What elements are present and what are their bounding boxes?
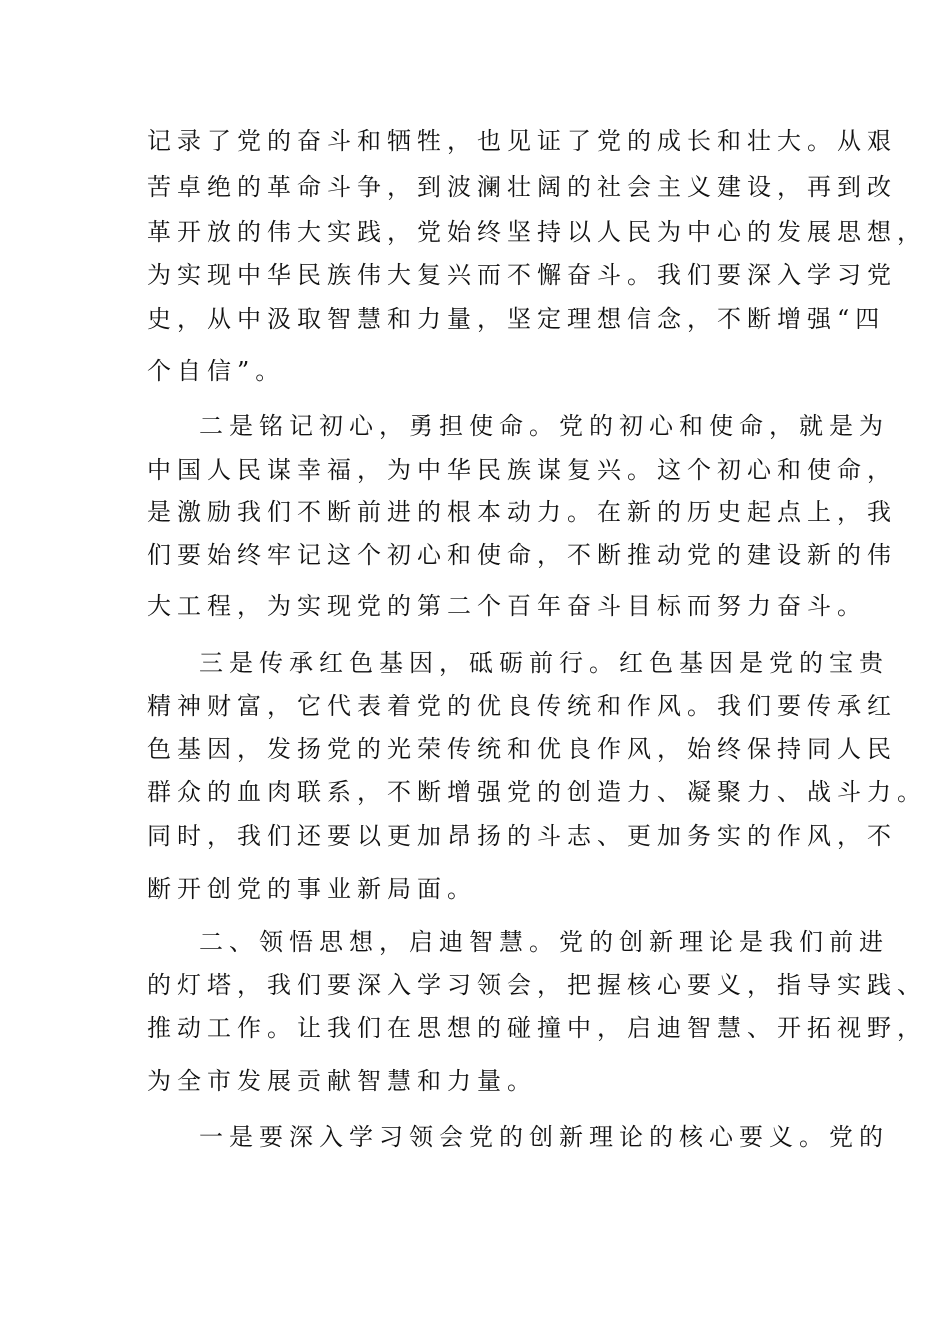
text-line: 记录了党的奋斗和牺牲，也见证了党的成长和壮大。从艰	[147, 127, 897, 155]
text-line: 色基因，发扬党的光荣传统和优良作风，始终保持同人民	[147, 735, 897, 763]
text-line: 个自信”。	[147, 357, 286, 385]
text-line: 大工程，为实现党的第二个百年奋斗目标而努力奋斗。	[147, 592, 867, 620]
text-line: 为实现中华民族伟大复兴而不懈奋斗。我们要深入学习党	[147, 261, 897, 289]
paragraph-start-line: 三是传承红色基因，砥砺前行。红色基因是党的宝贵	[199, 649, 889, 677]
text-line: 是激励我们不断前进的根本动力。在新的历史起点上，我	[147, 498, 897, 526]
text-line: 们要始终牢记这个初心和使命，不断推动党的建设新的伟	[147, 541, 897, 569]
text-line: 中国人民谋幸福，为中华民族谋复兴。这个初心和使命，	[147, 456, 897, 484]
paragraph-start-line: 二是铭记初心，勇担使命。党的初心和使命，就是为	[199, 412, 889, 440]
text-line: 推动工作。让我们在思想的碰撞中，启迪智慧、开拓视野，	[147, 1014, 927, 1042]
text-line: 革开放的伟大实践，党始终坚持以人民为中心的发展思想，	[147, 218, 927, 246]
text-line: 群众的血肉联系，不断增强党的创造力、凝聚力、战斗力。	[147, 778, 927, 806]
text-line: 苦卓绝的革命斗争，到波澜壮阔的社会主义建设，再到改	[147, 173, 897, 201]
paragraph-start-line: 二、领悟思想，启迪智慧。党的创新理论是我们前进	[199, 928, 889, 956]
text-line: 精神财富，它代表着党的优良传统和作风。我们要传承红	[147, 692, 897, 720]
text-line: 的灯塔，我们要深入学习领会，把握核心要义，指导实践、	[147, 971, 927, 999]
text-line: 史，从中汲取智慧和力量，坚定理想信念，不断增强“四	[147, 305, 886, 333]
text-line: 同时，我们还要以更加昂扬的斗志、更加务实的作风，不	[147, 822, 897, 850]
text-line: 断开创党的事业新局面。	[147, 875, 477, 903]
text-line: 为全市发展贡献智慧和力量。	[147, 1067, 537, 1095]
paragraph-start-line: 一是要深入学习领会党的创新理论的核心要义。党的	[199, 1123, 889, 1151]
